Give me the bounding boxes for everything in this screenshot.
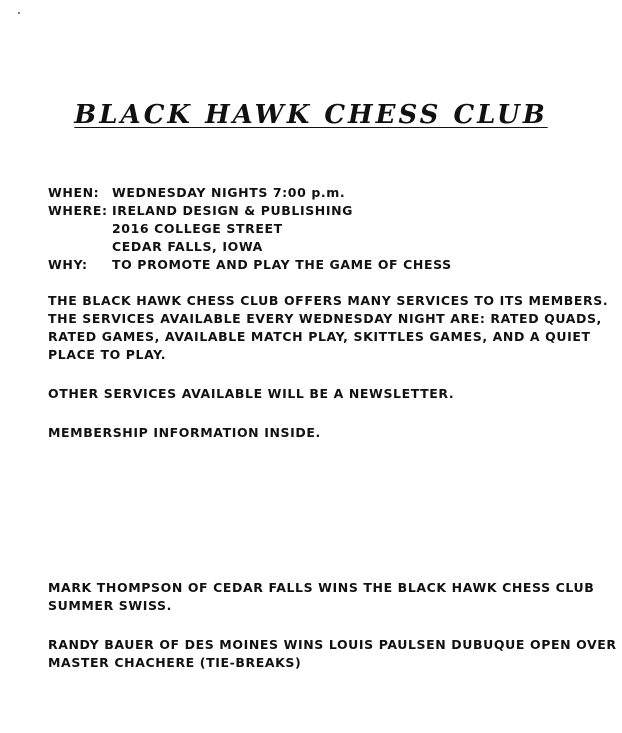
other-services: OTHER SERVICES AVAILABLE WILL BE A NEWSLETTER. [48, 386, 455, 401]
services-line-1: THE BLACK HAWK CHESS CLUB OFFERS MANY SERVICES TO ITS MEMBERS. [48, 293, 609, 308]
services-line-4: PLACE TO PLAY. [48, 347, 167, 362]
address-line-2: CEDAR FALLS, IOWA [112, 239, 263, 254]
services-line-3: RATED GAMES, AVAILABLE MATCH PLAY, SKITTLES GAMES, AND A QUIET [48, 329, 591, 344]
news-item-1-line-2: SUMMER SWISS. [48, 598, 172, 613]
why-value: TO PROMOTE AND PLAY THE GAME OF CHESS [112, 257, 452, 272]
why-label: WHY: [48, 257, 88, 272]
news-item-2-line-2: MASTER CHACHERE (TIE-BREAKS) [48, 655, 302, 670]
when-label: WHEN: [48, 185, 100, 200]
scan-speck [18, 12, 20, 14]
news-item-2-line-1: RANDY BAUER OF DES MOINES WINS LOUIS PAULSEN DUBUQUE OPEN OVER [48, 637, 617, 652]
membership-info: MEMBERSHIP INFORMATION INSIDE. [48, 425, 321, 440]
club-title: BLACK HAWK CHESS CLUB [74, 100, 548, 130]
when-row [48, 184, 345, 201]
when-value: WEDNESDAY NIGHTS 7:00 p.m. [112, 185, 346, 200]
services-line-2: THE SERVICES AVAILABLE EVERY WEDNESDAY NIGHT ARE: RATED QUADS, [48, 311, 602, 326]
where-value: IRELAND DESIGN & PUBLISHING [112, 203, 354, 218]
address-line-1: 2016 COLLEGE STREET [112, 221, 283, 236]
why-row [48, 256, 452, 273]
news-item-1-line-1: MARK THOMPSON OF CEDAR FALLS WINS THE BLACK HAWK CHESS CLUB [48, 580, 595, 595]
where-row [48, 202, 353, 219]
where-label: WHERE: [48, 203, 108, 218]
